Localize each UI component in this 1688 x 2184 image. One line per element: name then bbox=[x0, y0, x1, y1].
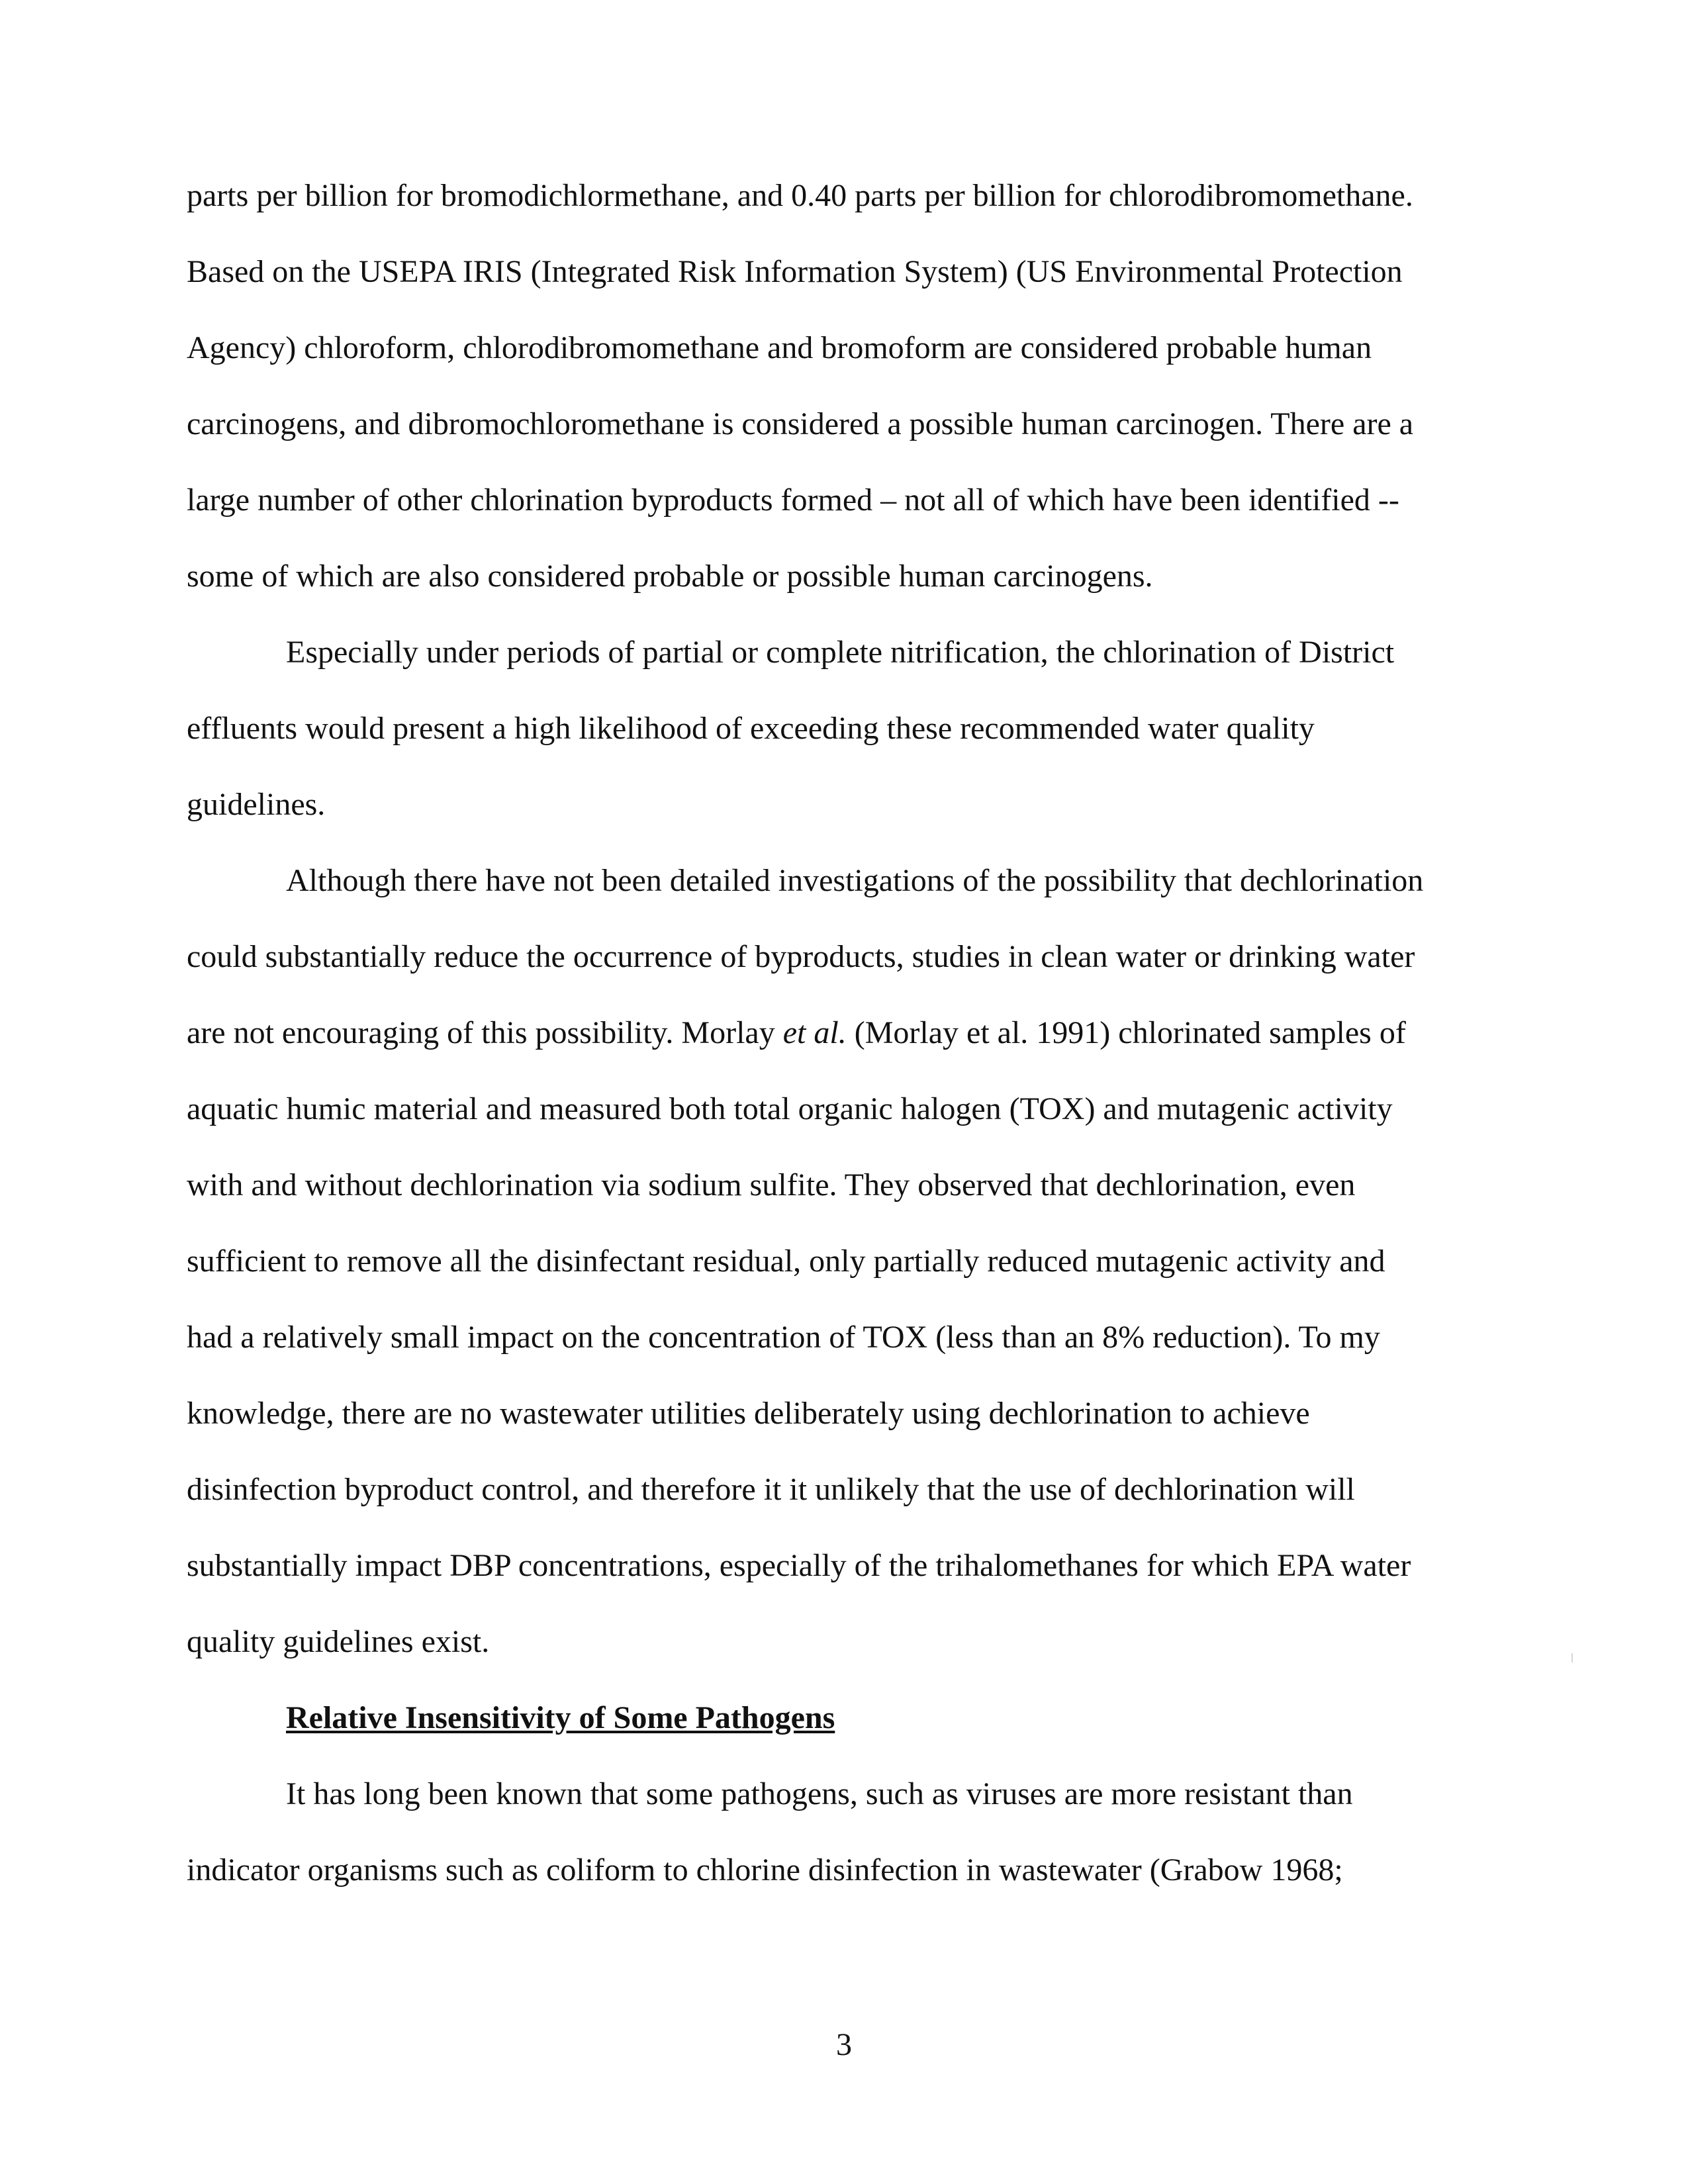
text-line: indicator organisms such as coliform to chlorine disinfection in wastewater (Grabow 1968; bbox=[187, 1852, 1343, 1888]
text-line: had a relatively small impact on the concentration of TOX (less than an 8% reduction). To my bbox=[187, 1320, 1380, 1355]
text-line: quality guidelines exist. bbox=[187, 1624, 490, 1659]
text-line: knowledge, there are no wastewater utilities deliberately using dechlorination to achieve bbox=[187, 1396, 1310, 1431]
text-line-with-italic bbox=[187, 1017, 1406, 1049]
text-line: guidelines. bbox=[187, 787, 326, 822]
text-line: aquatic humic material and measured both total organic halogen (TOX) and mutagenic activity bbox=[187, 1091, 1393, 1126]
text-line: substantially impact DBP concentrations, especially of the trihalomethanes for which EPA water bbox=[187, 1548, 1411, 1583]
text-line: Agency) chloroform, chlorodibromomethane and bromoform are considered probable human bbox=[187, 330, 1372, 365]
section-heading: Relative Insensitivity of Some Pathogens bbox=[286, 1700, 835, 1735]
text-line: sufficient to remove all the disinfectant residual, only partially reduced mutagenic activity and bbox=[187, 1244, 1385, 1279]
text-line: Although there have not been detailed investigations of the possibility that dechlorination bbox=[286, 863, 1424, 898]
text-line: large number of other chlorination byproducts formed – not all of which have been identified -- bbox=[187, 482, 1399, 518]
text-line: It has long been known that some pathogens, such as viruses are more resistant than bbox=[286, 1776, 1353, 1811]
text-run: are not encouraging of this possibility. Morlay bbox=[187, 1015, 783, 1050]
text-line: carcinogens, and dibromochloromethane is considered a possible human carcinogen. There are a bbox=[187, 406, 1414, 441]
text-run: (Morlay et al. 1991) chlorinated samples of bbox=[846, 1015, 1406, 1050]
text-line: with and without dechlorination via sodium sulfite. They observed that dechlorination, even bbox=[187, 1167, 1356, 1203]
text-line: some of which are also considered probable or possible human carcinogens. bbox=[187, 559, 1153, 594]
italic-run: et al. bbox=[782, 1015, 847, 1050]
text-line: disinfection byproduct control, and therefore it it unlikely that the use of dechlorination will bbox=[187, 1472, 1355, 1507]
text-line: Based on the USEPA IRIS (Integrated Risk Information System) (US Environmental Protection bbox=[187, 254, 1403, 289]
scan-speck bbox=[1571, 1653, 1573, 1662]
page-number: 3 bbox=[836, 2027, 852, 2062]
text-line: Especially under periods of partial or complete nitrification, the chlorination of District bbox=[286, 635, 1395, 670]
text-line: parts per billion for bromodichlormethane, and 0.40 parts per billion for chlorodibromomethane. bbox=[187, 178, 1413, 213]
text-line: could substantially reduce the occurrence of byproducts, studies in clean water or drinking water bbox=[187, 939, 1415, 974]
text-line: effluents would present a high likelihood of exceeding these recommended water quality bbox=[187, 711, 1315, 746]
